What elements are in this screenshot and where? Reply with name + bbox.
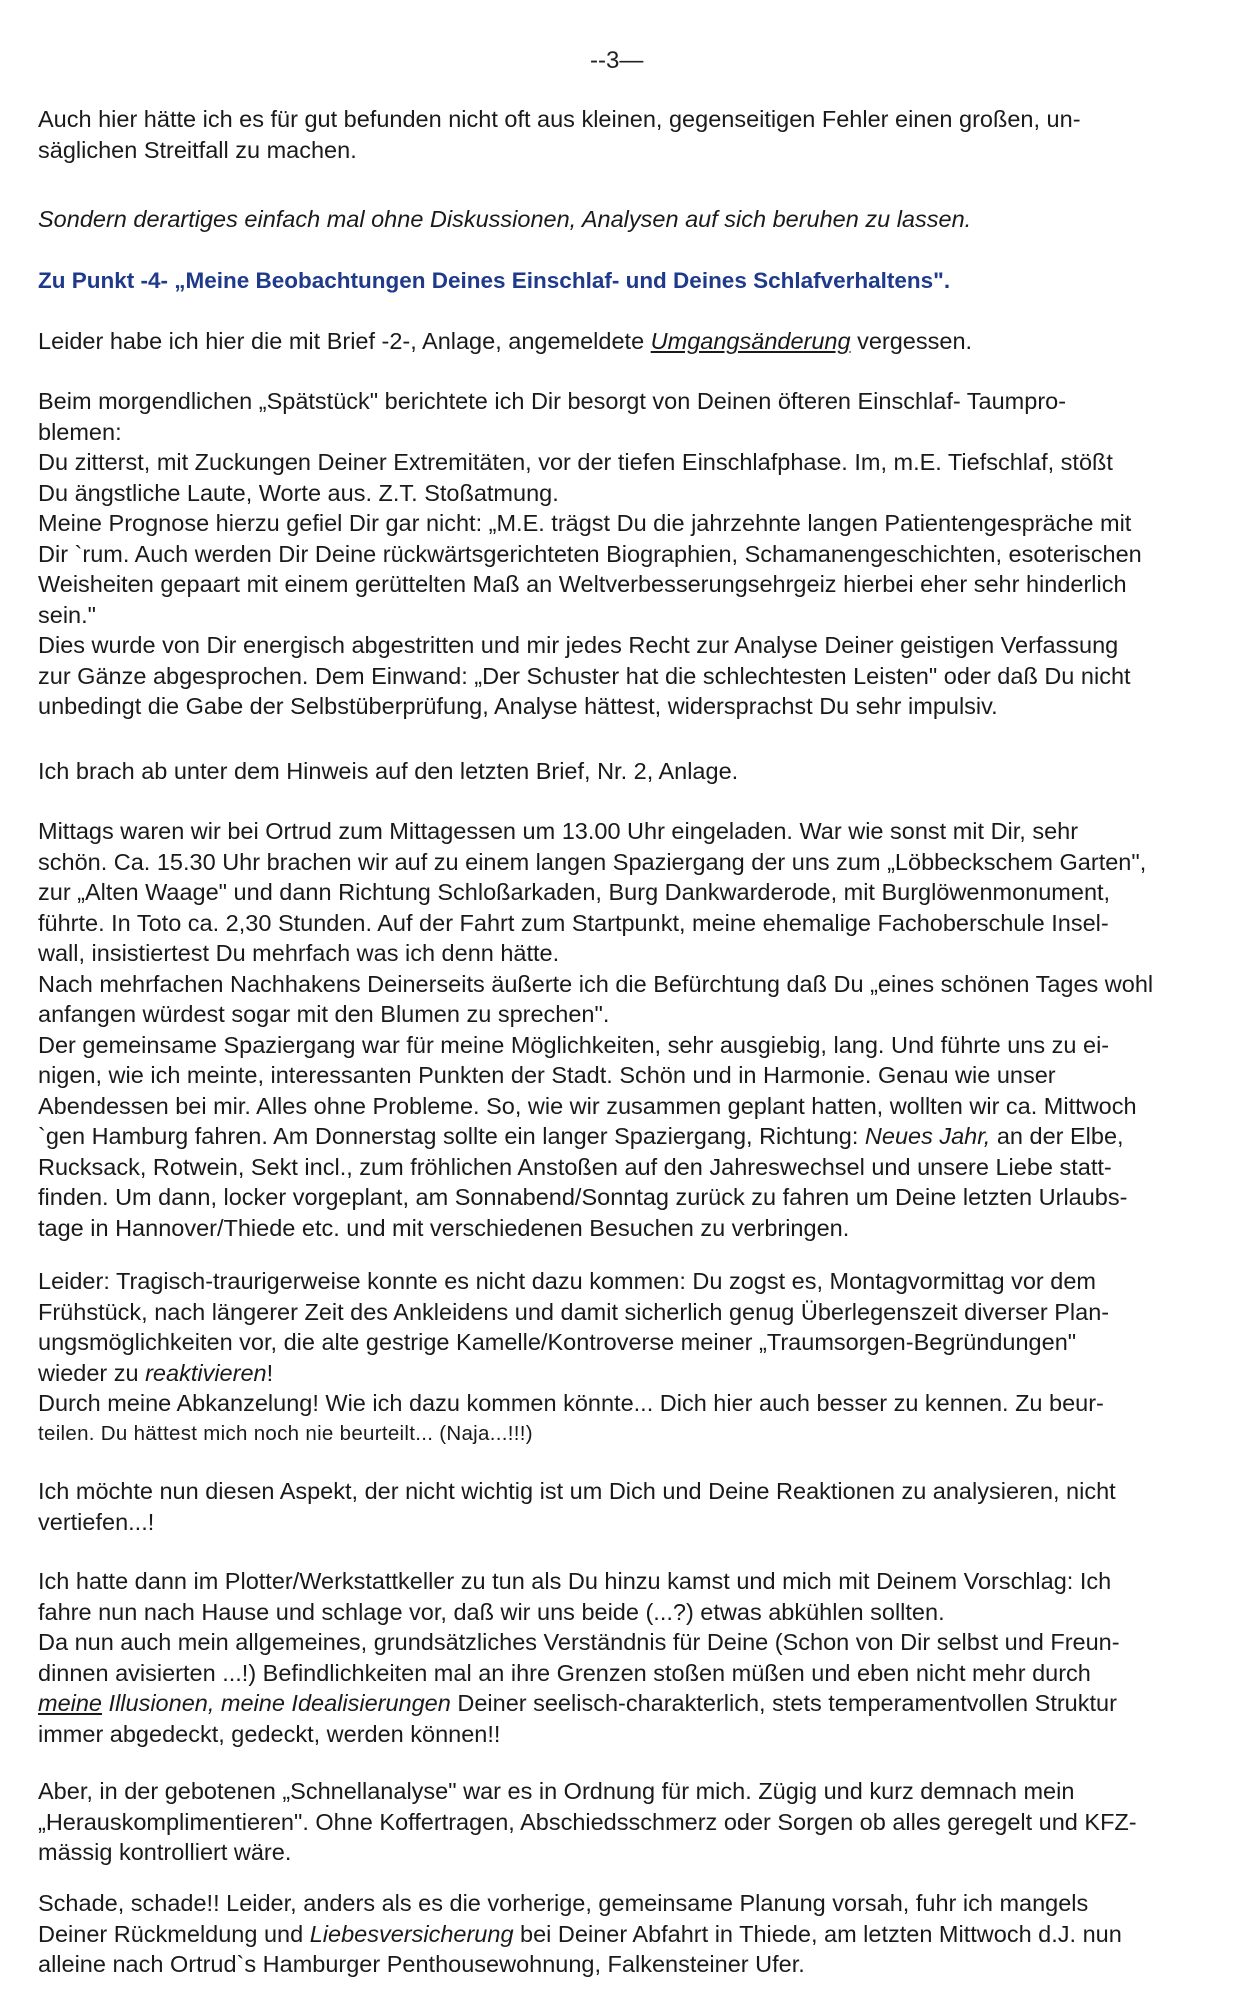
text-line: zur „Alten Waage" und dann Richtung Schloßarkaden, Burg Dankwarderode, mit Burglöwenmonument, [38,879,1111,905]
text-line: schön. Ca. 15.30 Uhr brachen wir auf zu einem langen Spaziergang der uns zum „Löbbeckschem Garten", [38,848,1147,875]
paragraph-5 [38,756,1210,787]
text-line: nigen, wie ich meinte, interessanten Punkten der Stadt. Schön und in Harmonie. Genau wie unser [38,1062,1056,1088]
page-number: --3— [590,47,644,74]
paragraph-8 [38,1476,1210,1537]
text-line [38,326,1210,357]
underlined-word: meine [38,1690,103,1716]
text-line: säglichen Streitfall zu machen. [38,136,357,163]
paragraph-11 [38,1888,1210,1980]
text-line: Aber, in der gebotenen „Schnellanalyse" war es in Ordnung für mich. Zügig und kurz demnach mein [38,1778,1075,1804]
text-line: Sondern derartiges einfach mal ohne Diskussionen, Analysen auf sich beruhen zu lassen. [38,206,972,232]
text-line: fahre nun nach Hause und schlage vor, daß wir uns beide (...?) etwas abkühlen sollten. [38,1598,945,1625]
text-line: Ich möchte nun diesen Aspekt, der nicht wichtig ist um Dich und Deine Reaktionen zu analysieren, nicht [38,1478,1116,1504]
text-line: Du zitterst, mit Zuckungen Deiner Extremitäten, vor der tiefen Einschlafphase. Im, m.E. Tiefschlaf, stößt [38,449,1113,475]
text-line: ungsmöglichkeiten vor, die alte gestrige Kamelle/Kontroverse meiner „Traumsorgen-Begründungen" [38,1329,1077,1355]
italic-span: Illusionen, meine Idealisierungen [102,1690,451,1716]
text-line: blemen: [38,418,122,445]
text-line: vertiefen...! [38,1508,155,1535]
text-line: unbedingt die Gabe der Selbstüberprüfung, Analyse hättest, widersprachst Du sehr impulsiv. [38,693,998,719]
text-span: Deiner Rückmeldung und [38,1920,310,1947]
text-line: Abendessen bei mir. Alles ohne Probleme. So, wie wir zusammen geplant hatten, wollten wir ca. Mittwoch [38,1092,1137,1119]
underlined-word: Umgangsänderung [650,328,851,354]
text-span: `gen Hamburg fahren. Am Donnerstag sollte ein langer Spaziergang, Richtung: [38,1123,865,1149]
text-line: Dies wurde von Dir energisch abgestritten und mir jedes Recht zur Analyse Deiner geistigen Verfassung [38,632,1119,658]
paragraph-3 [38,326,1210,357]
text-span: an der Elbe, [990,1123,1124,1149]
italic-span: reaktivieren [145,1359,267,1386]
text-line [38,1358,1210,1389]
text-line: wall, insistiertest Du mehrfach was ich denn hätte. [38,940,560,966]
text-line: sein." [38,601,96,628]
text-line: Da nun auch mein allgemeines, grundsätzliches Verständnis für Deine (Schon von Dir selbst und Freun- [38,1629,1120,1655]
text-line: Durch meine Abkanzelung! Wie ich dazu kommen könnte... Dich hier auch besser zu kennen. Zu beur- [38,1390,1104,1416]
text-line: alleine nach Ortrud`s Hamburger Penthousewohnung, Falkensteiner Ufer. [38,1951,805,1977]
text-line: Frühstück, nach längerer Zeit des Ankleidens und damit sicherlich genug Überlegenszeit diverser Plan- [38,1298,1110,1325]
text-line: führte. In Toto ca. 2,30 Stunden. Auf der Fahrt zum Startpunkt, meine ehemalige Fachoberschule Insel- [38,909,1109,936]
text-line: Meine Prognose hierzu gefiel Dir gar nicht: „M.E. trägst Du die jahrzehnte langen Patientengespräche mit [38,510,1132,536]
text-line: Weisheiten gepaart mit einem gerüttelten Maß an Weltverbesserungsehrgeiz hierbei eher sehr hinderlich [38,571,1127,597]
text-span: ! [266,1359,274,1386]
paragraph-7 [38,1266,1210,1449]
text-line-small: teilen. Du hättest mich noch nie beurteilt... (Naja...!!!) [38,1421,533,1445]
paragraph-9 [38,1566,1210,1749]
text-line [38,1688,1210,1719]
paragraph-6 [38,816,1210,1243]
paragraph-10 [38,1776,1210,1868]
text-line: Auch hier hätte ich es für gut befunden nicht oft aus kleinen, gegenseitigen Fehler einen großen, un- [38,106,1081,132]
text-span: Leider habe ich hier die mit Brief -2-, Anlage, angemeldete [38,328,651,354]
text-line: dinnen avisierten ...!) Befindlichkeiten mal an ihre Grenzen stoßen müßen und eben nicht mehr durch [38,1659,1091,1686]
text-line: finden. Um dann, locker vorgeplant, am Sonnabend/Sonntag zurück zu fahren um Deine letzten Urlaubs- [38,1184,1128,1210]
paragraph-2-italic [38,204,1210,235]
text-line: „Herauskomplimentieren". Ohne Koffertragen, Abschiedsschmerz oder Sorgen ob alles geregelt und KFZ- [38,1808,1137,1835]
text-line: Rucksack, Rotwein, Sekt incl., zum fröhlichen Anstoßen auf den Jahreswechsel und unsere Liebe statt- [38,1153,1112,1180]
paragraph-4 [38,386,1210,722]
paragraph-1 [38,104,1210,165]
text-line: Ich hatte dann im Plotter/Werkstattkeller zu tun als Du hinzu kamst und mich mit Deinem Vorschlag: Ich [38,1568,1112,1594]
text-line: immer abgedeckt, gedeckt, werden können!! [38,1720,501,1747]
text-line: Ich brach ab unter dem Hinweis auf den letzten Brief, Nr. 2, Anlage. [38,758,739,784]
text-line: Leider: Tragisch-traurigerweise konnte es nicht dazu kommen: Du zogst es, Montagvormittag vor dem [38,1268,1096,1294]
text-line: Nach mehrfachen Nachhakens Deinerseits äußerte ich die Befürchtung daß Du „eines schönen Tages wohl [38,970,1154,997]
text-line: Schade, schade!! Leider, anders als es die vorherige, gemeinsame Planung vorsah, fuhr ich mangels [38,1890,1089,1916]
text-span: Deiner seelisch-charakterlich, stets temperamentvollen Struktur [450,1690,1117,1716]
text-line: Mittags waren wir bei Ortrud zum Mittagessen um 13.00 Uhr eingeladen. War wie sonst mit Dir, sehr [38,818,1079,844]
text-line: tage in Hannover/Thiede etc. und mit verschiedenen Besuchen zu verbringen. [38,1214,850,1241]
text-line [38,1121,1210,1152]
text-line: Du ängstliche Laute, Worte aus. Z.T. Stoßatmung. [38,479,559,506]
text-line: mässig kontrolliert wäre. [38,1839,292,1865]
text-line: anfangen würdest sogar mit den Blumen zu sprechen". [38,1001,610,1027]
text-line [38,1919,1210,1950]
section-heading [38,266,1210,297]
italic-span: Liebesversicherung [309,1920,514,1947]
text-line: Der gemeinsame Spaziergang war für meine Möglichkeiten, sehr ausgiebig, lang. Und führte uns zu ei- [38,1031,1110,1058]
text-line: Dir `rum. Auch werden Dir Deine rückwärtsgerichteten Biographien, Schamanengeschichten, esoterischen [38,540,1142,567]
text-line: zur Gänze abgesprochen. Dem Einwand: „Der Schuster hat die schlechtesten Leisten" oder daß Du nicht [38,662,1131,689]
text-span: wieder zu [38,1359,146,1386]
text-span: bei Deiner Abfahrt in Thiede, am letzten Mittwoch d.J. nun [513,1920,1122,1947]
text-span: vergessen. [850,328,973,354]
text-line: Beim morgendlichen „Spätstück" berichtete ich Dir besorgt von Deinen öfteren Einschlaf- Taumpro- [38,388,1067,414]
heading-text: Zu Punkt -4- „Meine Beobachtungen Deines Einschlaf- und Deines Schlafverhaltens". [38,268,951,293]
italic-span: Neues Jahr, [864,1123,991,1149]
